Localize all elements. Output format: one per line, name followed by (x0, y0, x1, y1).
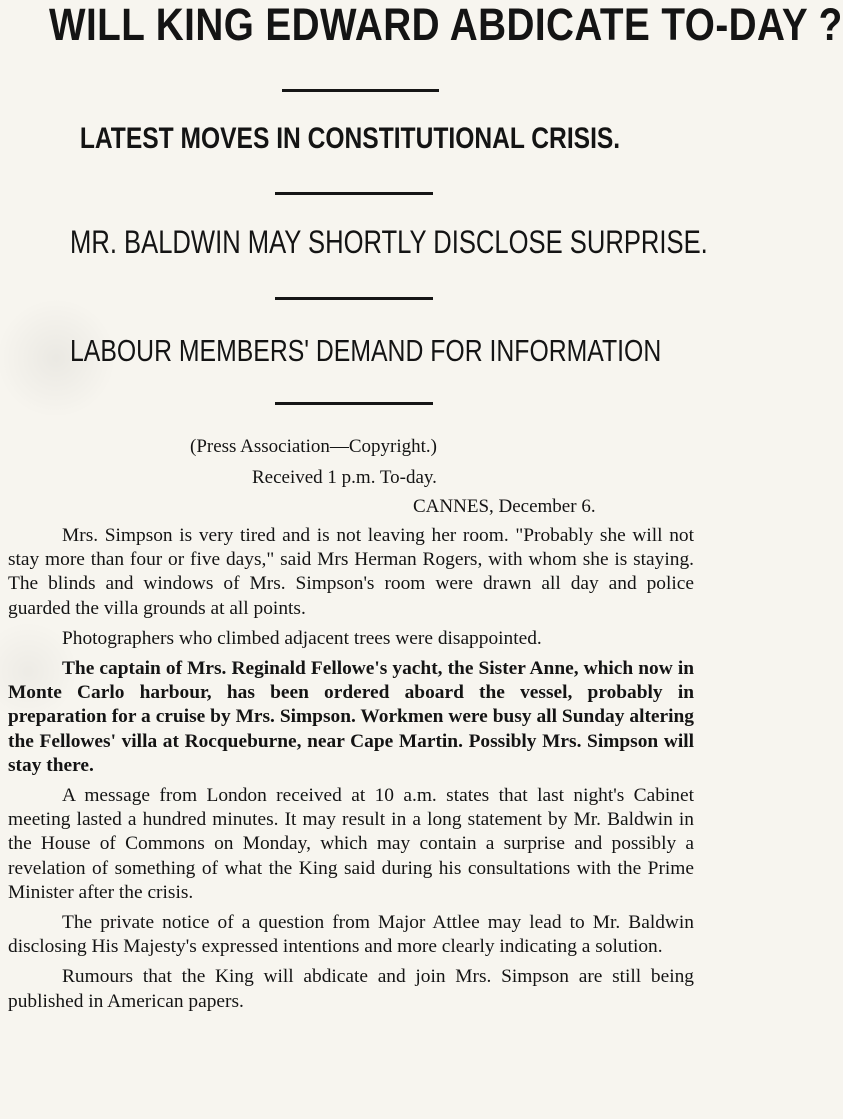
sub-headline-labour: LABOUR MEMBERS' DEMAND FOR INFORMATION (70, 333, 662, 368)
sub-headline-baldwin: MR. BALDWIN MAY SHORTLY DISCLOSE SURPRISE. (70, 224, 708, 260)
paragraph-simpson-tired: Mrs. Simpson is very tired and is not leaving her room. "Probably she will not stay more than four or five days," said Mrs Herman Rogers, with whom she is staying. The blinds and windows of Mrs. Simpson's room were drawn all day and police guarded the villa grounds at all points. (8, 525, 694, 619)
paragraph-yacht: The captain of Mrs. Reginald Fellowe's yacht, the Sister Anne, which now in Monte Carlo harbour, has been ordered aboard the vessel, probably in preparation for a cruise by Mrs. Simpson. Workmen were busy all Sunday altering the Fellowes' villa at Rocqueburne, near Cape Martin. Possibly Mrs. Simpson will stay there. (8, 658, 694, 776)
paragraph-attlee-question: The private notice of a question from Major Attlee may lead to Mr. Baldwin disclosing His Majesty's expressed intentions and more clearly indicating a solution. (8, 912, 694, 958)
article-body (8, 524, 694, 1020)
headline-rule (282, 89, 439, 92)
headline-rule (275, 402, 433, 405)
place-date: CANNES, December 6. (413, 496, 596, 517)
paragraph-rumours: Rumours that the King will abdicate and join Mrs. Simpson are still being published in American papers. (8, 966, 694, 1012)
main-headline: WILL KING EDWARD ABDICATE TO-DAY ? (49, 0, 843, 50)
paragraph-photographers: Photographers who climbed adjacent trees were disappointed. (62, 627, 542, 649)
received-time: Received 1 p.m. To-day. (252, 467, 437, 488)
headline-rule (275, 192, 433, 195)
headline-rule (275, 297, 433, 300)
sub-headline-crisis: LATEST MOVES IN CONSTITUTIONAL CRISIS. (79, 122, 621, 155)
press-credit: (Press Association—Copyright.) (190, 436, 437, 457)
paragraph-london-message: A message from London received at 10 a.m. states that last night's Cabinet meeting lasted a hundred minutes. It may result in a long statement by Mr. Baldwin in the House of Commons on Monday, which may contain a surprise and possibly a revelation of something of what the King said during his consultations with the Prime Minister after the crisis. (8, 785, 694, 903)
